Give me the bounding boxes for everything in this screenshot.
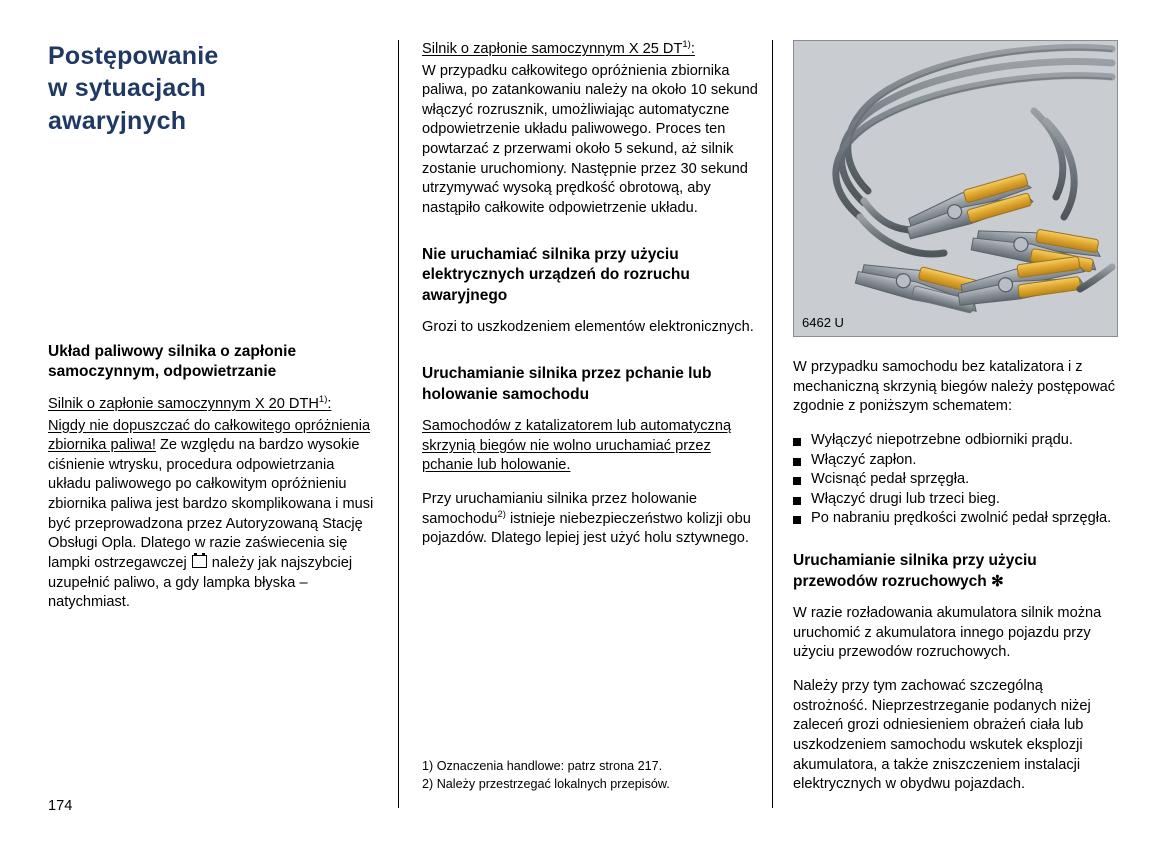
footnote-marker-1-mid: 1)	[682, 39, 691, 51]
mid-spacer-1	[422, 233, 762, 245]
engine-x20dth-subheading-text: Silnik o zapłonie samoczynnym X 20 DTH	[48, 395, 319, 412]
fuel-warning-paragraph	[48, 417, 378, 613]
fuel-procedure-text-a: Ze względu na bardzo wysokie ciśnienie wtrysku, procedura odpowietrzania układu paliwowego po całkowitym opróżnieniu zbiornika paliwa jest bardzo skomplikowana i musi być przeprowadzona przez Autoryzowaną Stację Obsługi Opla. Dlatego w razie zaświecenia się lampki ostrzegawczej	[48, 437, 374, 571]
figure-caption: 6462 U	[802, 315, 844, 330]
jump-start-heading-text: Uruchamianie silnika przy użyciu przewodów rozruchowych	[793, 552, 1037, 590]
no-electric-starting-heading: Nie uruchamiać silnika przy użyciu elektrycznych urządzeń do rozruchu awaryjnego	[422, 245, 690, 304]
engine-x20dth-subheading	[48, 395, 378, 415]
fuel-procedure-text-b: należy jak najszybciej uzupełnić paliwo, a gdy lampka błyska – natychmiast.	[48, 554, 353, 611]
catalyst-automatic-warning-text: Samochodów z katalizatorem lub automatyczną skrzynią biegów nie wolno uruchamiać przez pchanie lub holowanie.	[422, 418, 732, 474]
list-item: Wcisnąć pedał sprzęgła.	[793, 470, 1118, 490]
bleeding-procedure-paragraph: W przypadku całkowitego opróżnienia zbiornika paliwa, po zatankowaniu należy na około 10 sekund włączyć rozrusznik, umożliwiając automatyczne odpowietrzenie układu paliwowego. Proces ten powtarzać z przerwami około 5 sekund, aż silnik zostanie uruchomiony. Następnie przez 30 sekund utrzymywać wysoką prędkość obrotową, aby nastąpiło całkowite odpowietrzenie układu.	[422, 62, 758, 216]
tow-start-text-b: istnieje niebezpieczeństwo kolizji obu pojazdów. Dlatego lepiej jest użyć holu sztywnego.	[422, 510, 751, 547]
page-number: 174	[48, 798, 73, 814]
fuel-system-heading: Układ paliwowy silnika o zapłonie samoczynnym, odpowietrzanie	[48, 342, 297, 381]
list-item: Wyłączyć niepotrzebne odbiorniki prądu.	[793, 431, 1118, 451]
column-divider-right	[772, 40, 773, 808]
tow-start-text-a: Przy uruchamianiu silnika przez holowanie samochodu	[422, 491, 697, 527]
no-catalyst-intro-paragraph: W przypadku samochodu bez katalizatora i z mechaniczną skrzynią biegów należy postępować zgodnie z poniższym schematem:	[793, 359, 1116, 415]
chapter-title-line-3: awaryjnych	[48, 106, 187, 135]
asterisk-icon: ✻	[991, 572, 1004, 590]
footnotes-block	[422, 758, 762, 794]
footnote-1: 1) Oznaczenia handlowe: patrz strona 217.	[422, 759, 663, 773]
fuel-warning-underlined: Nigdy nie dopuszczać do całkowitego opróżnienia zbiornika paliwa!	[48, 417, 371, 454]
electronics-damage-paragraph: Grozi to uszkodzeniem elementów elektronicznych.	[422, 319, 754, 336]
jump-start-intro-paragraph: W razie rozładowania akumulatora silnik można uruchomić z akumulatora innego pojazdu przy użyciu przewodów rozruchowych.	[793, 605, 1102, 661]
right-column	[793, 40, 1118, 809]
figure-spacer	[793, 40, 1118, 358]
left-column-spacer	[48, 137, 378, 342]
tow-start-collision-paragraph	[422, 490, 762, 549]
list-item: Włączyć zapłon.	[793, 451, 1118, 471]
list-item: Włączyć drugi lub trzeci bieg.	[793, 490, 1118, 510]
engine-x25dt-subheading	[422, 40, 762, 60]
push-start-steps-list	[793, 431, 1118, 529]
battery-warning-lamp-icon	[192, 555, 207, 568]
footnote-2: 2) Należy przestrzegać lokalnych przepisów.	[422, 776, 670, 791]
mid-spacer-2	[422, 352, 762, 364]
list-item: Po nabraniu prędkości zwolnić pedał sprzęgła.	[793, 509, 1118, 529]
left-column	[48, 40, 378, 627]
right-spacer-1	[793, 543, 1118, 551]
footnote-marker-1: 1)	[318, 394, 328, 406]
footnote-marker-2: 2)	[497, 508, 506, 520]
jump-start-heading	[793, 551, 1118, 592]
middle-column	[422, 40, 762, 563]
engine-x25dt-subheading-colon: :	[690, 41, 695, 57]
catalyst-automatic-warning	[422, 417, 762, 476]
push-tow-start-heading: Uruchamianie silnika przez pchanie lub holowanie samochodu	[422, 365, 712, 403]
chapter-title-line-1: Postępowanie	[48, 42, 219, 70]
engine-x25dt-subheading-text: Silnik o zapłonie samoczynnym X 25 DT	[422, 41, 683, 57]
chapter-title-line-2: w sytuacjach	[48, 74, 207, 103]
chapter-title	[48, 40, 378, 137]
column-divider-left	[398, 40, 399, 808]
engine-x20dth-subheading-colon: :	[327, 395, 332, 412]
jump-start-caution-paragraph: Należy przy tym zachować szczególną ostrożność. Nieprzestrzeganie podanych niżej zaleceń grozi odniesieniem obrażeń ciała lub uszkodzeniem samochodu wskutek eksplozji akumulatora, a także zniszczeniem instalacji elektrycznych w obydwu pojazdach.	[793, 678, 1091, 793]
